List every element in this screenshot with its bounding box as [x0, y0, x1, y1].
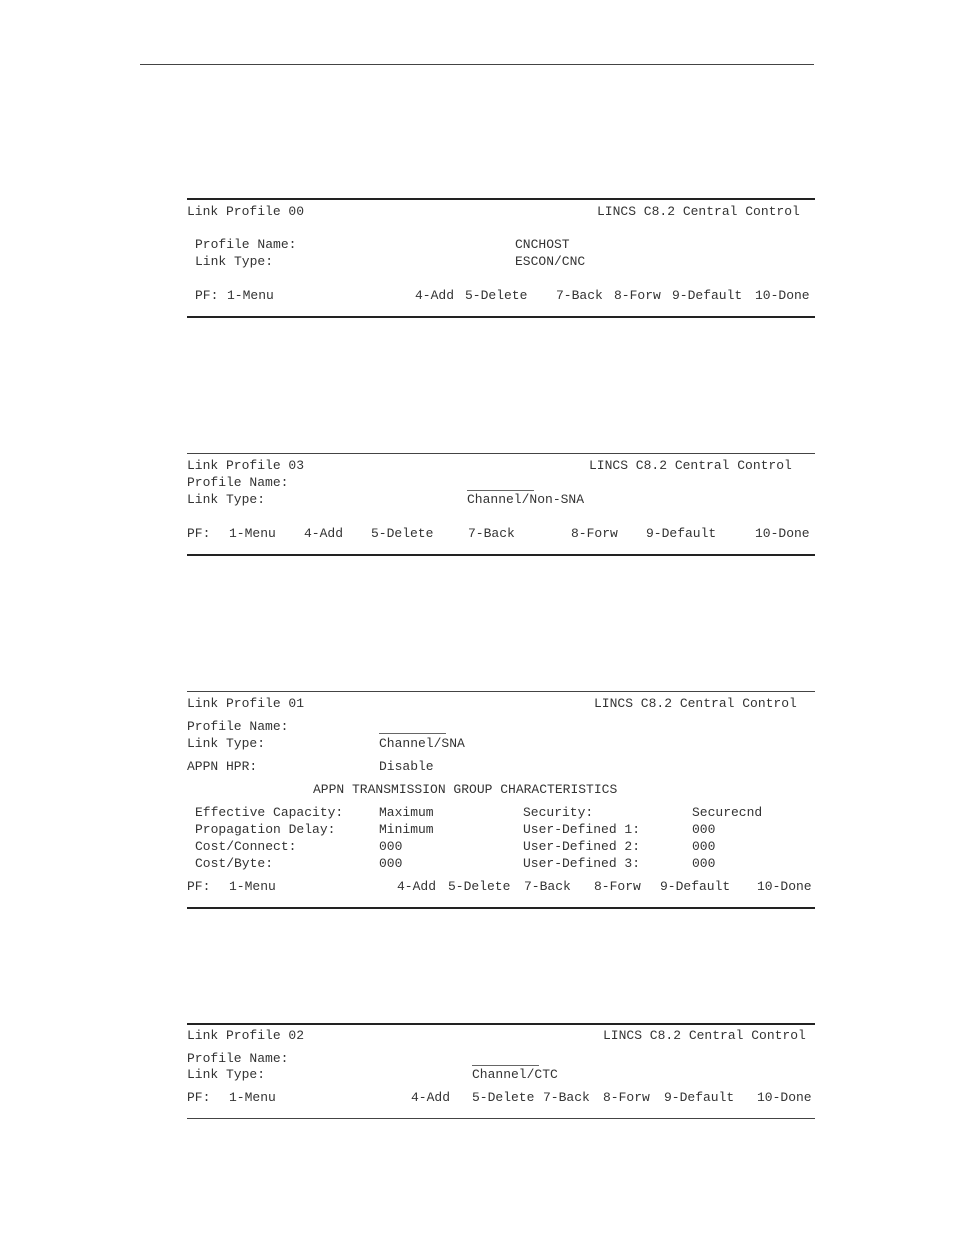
section-heading: APPN TRANSMISSION GROUP CHARACTERISTICS [313, 782, 618, 797]
pf-prefix: PF: [187, 526, 211, 541]
pf-key-default[interactable]: 9-Default [672, 288, 743, 303]
cost-connect-label: Cost/Connect: [195, 839, 297, 854]
link-type-label: Link Type: [187, 1067, 266, 1082]
pf-key-delete[interactable]: 5-Delete [448, 879, 511, 894]
screen-title: Link Profile 00 [187, 204, 305, 219]
pf-key-back[interactable]: 7-Back [556, 288, 603, 303]
pf-key-add[interactable]: 4-Add [304, 526, 344, 541]
pf-key-forw[interactable]: 8-Forw [571, 526, 618, 541]
profile-name-field[interactable]: CNCHOST [515, 237, 570, 252]
pf-prefix: PF: [195, 288, 219, 303]
effective-capacity-label: Effective Capacity: [195, 805, 344, 820]
pf-key-delete[interactable]: 5-Delete [472, 1090, 535, 1105]
screen-top-rule [187, 453, 815, 454]
link-type-field[interactable]: Channel/SNA [379, 736, 465, 751]
profile-name-label: Profile Name: [187, 1051, 289, 1066]
link-type-label: Link Type: [187, 492, 266, 507]
pf-key-delete[interactable]: 5-Delete [465, 288, 528, 303]
screen-title: Link Profile 02 [187, 1028, 305, 1043]
appn-hpr-label: APPN HPR: [187, 759, 258, 774]
user-defined-2-field[interactable]: 000 [692, 839, 716, 854]
pf-key-back[interactable]: 7-Back [543, 1090, 590, 1105]
link-type-field[interactable]: Channel/CTC [472, 1067, 558, 1082]
pf-key-default[interactable]: 9-Default [646, 526, 717, 541]
link-type-field[interactable]: ESCON/CNC [515, 254, 586, 269]
screen-top-rule [187, 198, 815, 200]
user-defined-3-field[interactable]: 000 [692, 856, 716, 871]
system-name: LINCS C8.2 Central Control [603, 1028, 806, 1043]
screen-bottom-rule [187, 316, 815, 318]
pf-key-add[interactable]: 4-Add [397, 879, 437, 894]
pf-key-forw[interactable]: 8-Forw [614, 288, 661, 303]
propagation-delay-label: Propagation Delay: [195, 822, 336, 837]
pf-key-done[interactable]: 10-Done [755, 288, 810, 303]
profile-name-label: Profile Name: [187, 475, 289, 490]
pf-key-menu[interactable]: 1-Menu [229, 879, 276, 894]
screen-bottom-rule [187, 554, 815, 556]
cost-connect-field[interactable]: 000 [379, 839, 403, 854]
profile-name-label: Profile Name: [187, 719, 289, 734]
screen-title: Link Profile 03 [187, 458, 305, 473]
system-name: LINCS C8.2 Central Control [589, 458, 792, 473]
cost-byte-label: Cost/Byte: [195, 856, 274, 871]
pf-key-done[interactable]: 10-Done [757, 1090, 812, 1105]
system-name: LINCS C8.2 Central Control [594, 696, 797, 711]
profile-name-field[interactable] [379, 733, 446, 734]
cost-byte-field[interactable]: 000 [379, 856, 403, 871]
screen-top-rule [187, 691, 815, 692]
security-label: Security: [523, 805, 594, 820]
pf-key-delete[interactable]: 5-Delete [371, 526, 434, 541]
security-field[interactable]: Securecnd [692, 805, 763, 820]
link-type-field[interactable]: Channel/Non-SNA [467, 492, 585, 507]
user-defined-2-label: User-Defined 2: [523, 839, 641, 854]
propagation-delay-field[interactable]: Minimum [379, 822, 434, 837]
profile-name-field[interactable] [467, 490, 534, 491]
pf-key-forw[interactable]: 8-Forw [603, 1090, 650, 1105]
link-type-label: Link Type: [187, 736, 266, 751]
pf-key-forw[interactable]: 8-Forw [594, 879, 641, 894]
pf-key-back[interactable]: 7-Back [468, 526, 515, 541]
pf-key-done[interactable]: 10-Done [757, 879, 812, 894]
pf-prefix: PF: [187, 879, 211, 894]
profile-name-field[interactable] [472, 1065, 539, 1066]
pf-key-add[interactable]: 4-Add [411, 1090, 451, 1105]
user-defined-1-label: User-Defined 1: [523, 822, 641, 837]
screen-bottom-rule [187, 1118, 815, 1119]
link-type-label: Link Type: [195, 254, 274, 269]
pf-key-default[interactable]: 9-Default [664, 1090, 735, 1105]
pf-prefix: PF: [187, 1090, 211, 1105]
screen-title: Link Profile 01 [187, 696, 305, 711]
screen-top-rule [187, 1023, 815, 1025]
pf-key-menu[interactable]: 1-Menu [229, 526, 276, 541]
appn-hpr-field[interactable]: Disable [379, 759, 434, 774]
pf-key-add[interactable]: 4-Add [415, 288, 455, 303]
pf-key-done[interactable]: 10-Done [755, 526, 810, 541]
user-defined-3-label: User-Defined 3: [523, 856, 641, 871]
profile-name-label: Profile Name: [195, 237, 297, 252]
system-name: LINCS C8.2 Central Control [597, 204, 800, 219]
pf-key-back[interactable]: 7-Back [524, 879, 571, 894]
effective-capacity-field[interactable]: Maximum [379, 805, 434, 820]
pf-key-menu[interactable]: 1-Menu [229, 1090, 276, 1105]
screen-bottom-rule [187, 907, 815, 909]
pf-key-menu[interactable]: 1-Menu [227, 288, 274, 303]
page-header-rule [140, 64, 814, 65]
pf-key-default[interactable]: 9-Default [660, 879, 731, 894]
user-defined-1-field[interactable]: 000 [692, 822, 716, 837]
